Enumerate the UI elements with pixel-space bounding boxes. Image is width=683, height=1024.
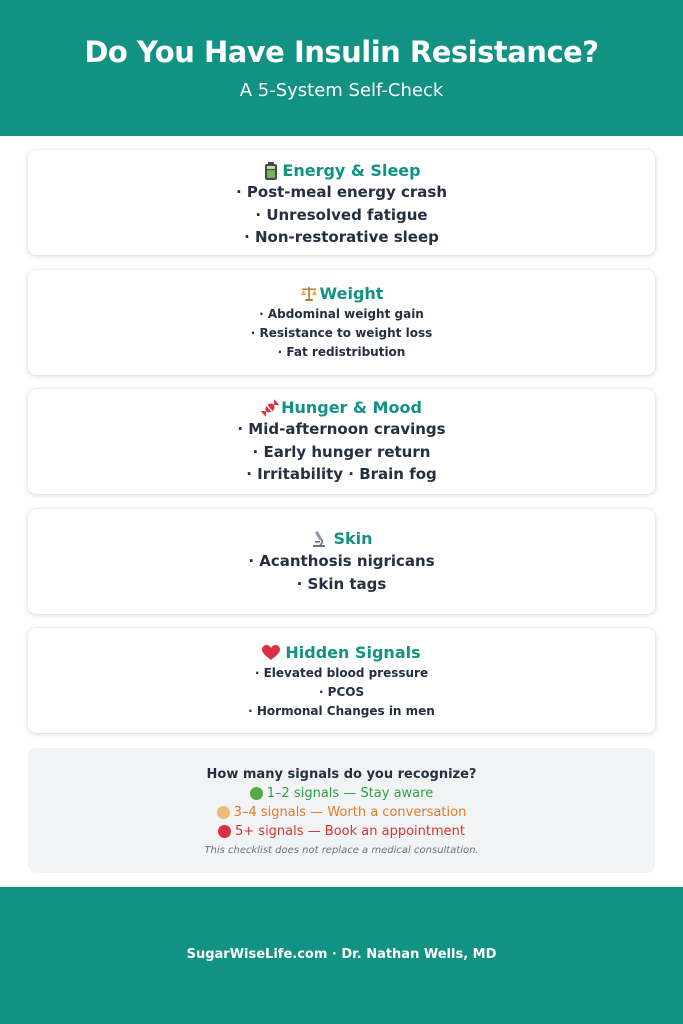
summary-question: How many signals do you recognize? — [206, 767, 477, 782]
card-hidden-signals — [28, 628, 655, 733]
header-banner — [0, 0, 683, 136]
list-item: · Abdominal weight gain — [259, 307, 424, 321]
footer-banner — [0, 887, 683, 1024]
microscope-icon — [310, 530, 328, 548]
level-worth-conversation — [28, 803, 655, 822]
red-circle-icon — [218, 825, 231, 838]
card-skin — [28, 509, 655, 614]
list-item: · Fat redistribution — [277, 345, 406, 359]
list-item: · Elevated blood pressure — [254, 666, 429, 680]
list-item: · Resistance to weight loss — [250, 326, 433, 340]
footer-credit: SugarWiseLife.com · Dr. Nathan Wells, MD — [186, 947, 497, 962]
list-item: · Irritability · Brain fog — [246, 465, 437, 483]
orange-circle-icon — [217, 806, 230, 819]
list-item: · Mid-afternoon cravings — [237, 420, 446, 438]
list-item: · Early hunger return — [252, 442, 431, 461]
page-subtitle: A 5-System Self-Check — [239, 80, 444, 101]
scale-icon — [300, 285, 318, 303]
card-header — [28, 643, 655, 663]
card-title: Weight — [319, 284, 384, 303]
card-header — [28, 161, 655, 181]
list-item: · Skin tags — [296, 574, 387, 593]
level-text: 5+ signals — Book an appointment — [235, 824, 465, 839]
level-book-appointment — [28, 822, 655, 841]
heart-icon — [262, 644, 280, 662]
level-stay-aware — [28, 784, 655, 803]
green-circle-icon — [250, 787, 263, 800]
candy-icon — [261, 399, 279, 417]
level-text: 3–4 signals — Worth a conversation — [233, 805, 467, 820]
battery-icon — [262, 162, 280, 180]
page-title: Do You Have Insulin Resistance? — [84, 35, 599, 69]
card-title: Energy & Sleep — [282, 161, 421, 180]
list-item: · Non-restorative sleep — [244, 228, 439, 246]
card-energy-sleep — [28, 150, 655, 255]
symptom-list — [28, 664, 655, 721]
card-header — [28, 529, 655, 549]
symptom-list — [28, 418, 655, 486]
symptom-list — [28, 305, 655, 362]
card-title: Hidden Signals — [285, 643, 421, 662]
card-weight — [28, 270, 655, 375]
card-hunger-mood — [28, 389, 655, 494]
card-header — [28, 284, 655, 304]
disclaimer: This checklist does not replace a medical consultation. — [204, 845, 479, 856]
list-item: · Post-meal energy crash — [235, 183, 447, 201]
list-item: · Unresolved fatigue — [255, 205, 428, 224]
card-title: Hunger & Mood — [281, 398, 422, 417]
symptom-list — [28, 181, 655, 249]
symptom-list — [28, 550, 655, 595]
card-header — [28, 398, 655, 418]
list-item: · Acanthosis nigricans — [248, 552, 435, 570]
list-item: · Hormonal Changes in men — [248, 704, 435, 718]
level-text: 1–2 signals — Stay aware — [266, 786, 434, 801]
card-title: Skin — [333, 529, 373, 548]
list-item: · PCOS — [318, 685, 365, 699]
signal-summary — [28, 748, 655, 873]
